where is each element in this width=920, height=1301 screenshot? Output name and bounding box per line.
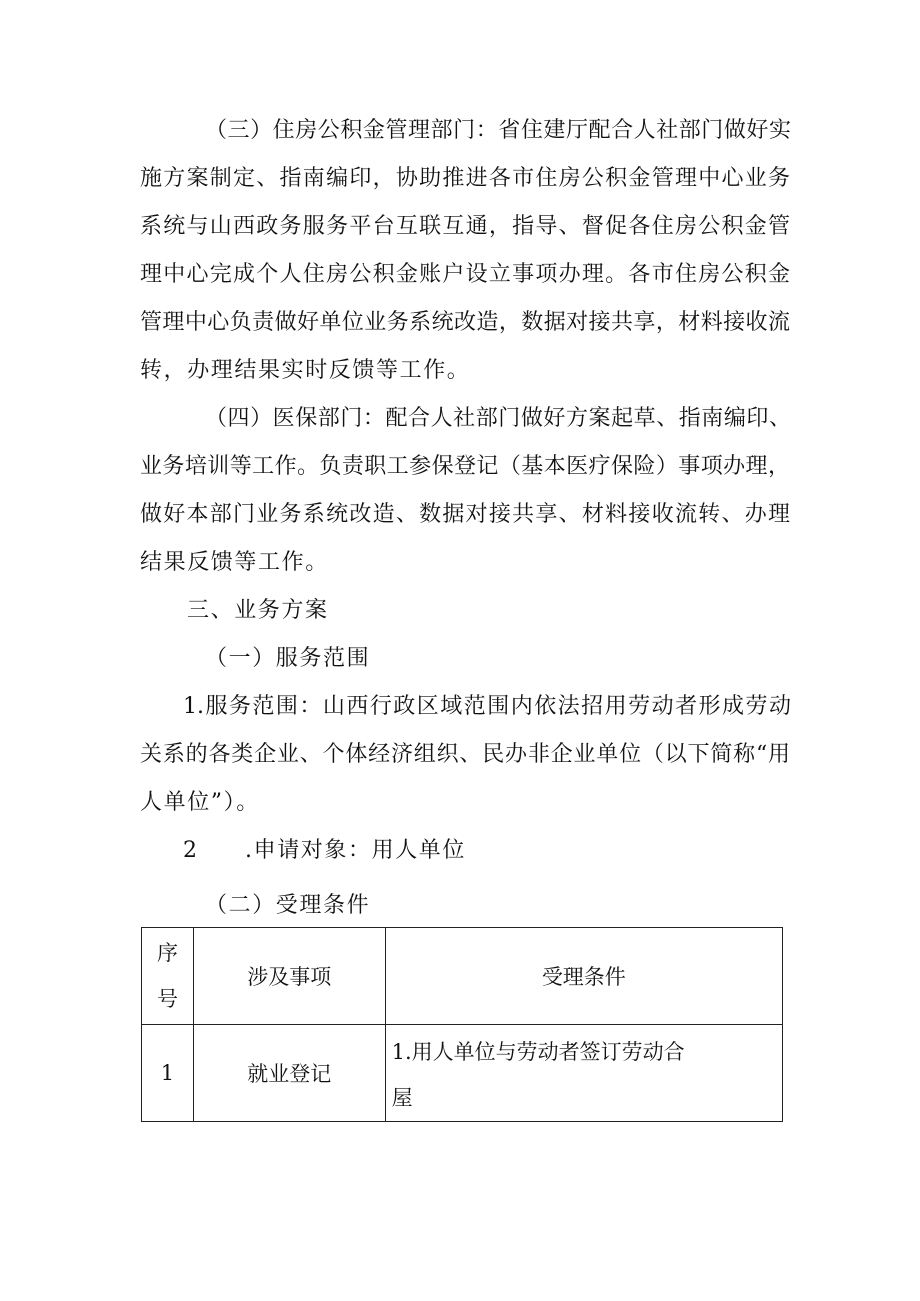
paragraph-line: 业务培训等工作。负责职工参保登记（基本医疗保险）事项办理， (140, 454, 790, 479)
paragraph-line: 转，办理结果实时反馈等工作。 (140, 358, 471, 383)
item-line: 人单位”）。 (140, 790, 260, 815)
paragraph-line: （四）医保部门：配合人社部门做好方案起草、指南编印、 (205, 406, 791, 431)
paragraph-line: 结果反馈等工作。 (140, 550, 329, 575)
row-condition-line: 1.用人单位与劳动者签订劳动合 (391, 1040, 685, 1064)
header-seq-bottom: 号 (156, 987, 178, 1011)
paragraph-line: （三）住房公积金管理部门：省住建厅配合人社部门做好实 (205, 118, 791, 143)
section-heading: 三、业务方案 (187, 598, 329, 623)
conditions-table (141, 927, 783, 1122)
row-condition-line: 屋 (391, 1086, 413, 1110)
header-matter: 涉及事项 (193, 928, 385, 1025)
paragraph-line: 施方案制定、指南编印，协助推进各市住房公积金管理中心业务 (140, 166, 790, 191)
item-line: 关系的各类企业、个体经济组织、民办非企业单位（以下简称“用 (140, 742, 790, 767)
paragraph-line: 系统与山西政务服务平台互联互通，指导、督促各住房公积金管 (140, 214, 790, 239)
item-line: .申请对象：用人单位 (245, 838, 466, 863)
subsection-heading: （一）服务范围 (205, 646, 371, 671)
row-condition (385, 1025, 782, 1122)
table-header-row (142, 928, 783, 1025)
item-line: 1.服务范围：山西行政区域范围内依法招用劳动者形成劳动 (183, 694, 791, 719)
paragraph-line: 做好本部门业务系统改造、数据对接共享、材料接收流转、办理 (140, 502, 790, 527)
header-condition: 受理条件 (385, 928, 782, 1025)
paragraph-line: 理中心完成个人住房公积金账户设立事项办理。各市住房公积金 (140, 262, 790, 287)
item-number: 2 (183, 838, 199, 863)
header-seq-top: 序 (156, 941, 178, 965)
row-matter: 就业登记 (193, 1025, 385, 1122)
table-row (142, 1025, 783, 1122)
subsection-heading: （二）受理条件 (205, 893, 371, 918)
header-seq (142, 928, 194, 1025)
row-seq: 1 (142, 1025, 194, 1122)
paragraph-line: 管理中心负责做好单位业务系统改造，数据对接共享，材料接收流 (140, 310, 790, 335)
